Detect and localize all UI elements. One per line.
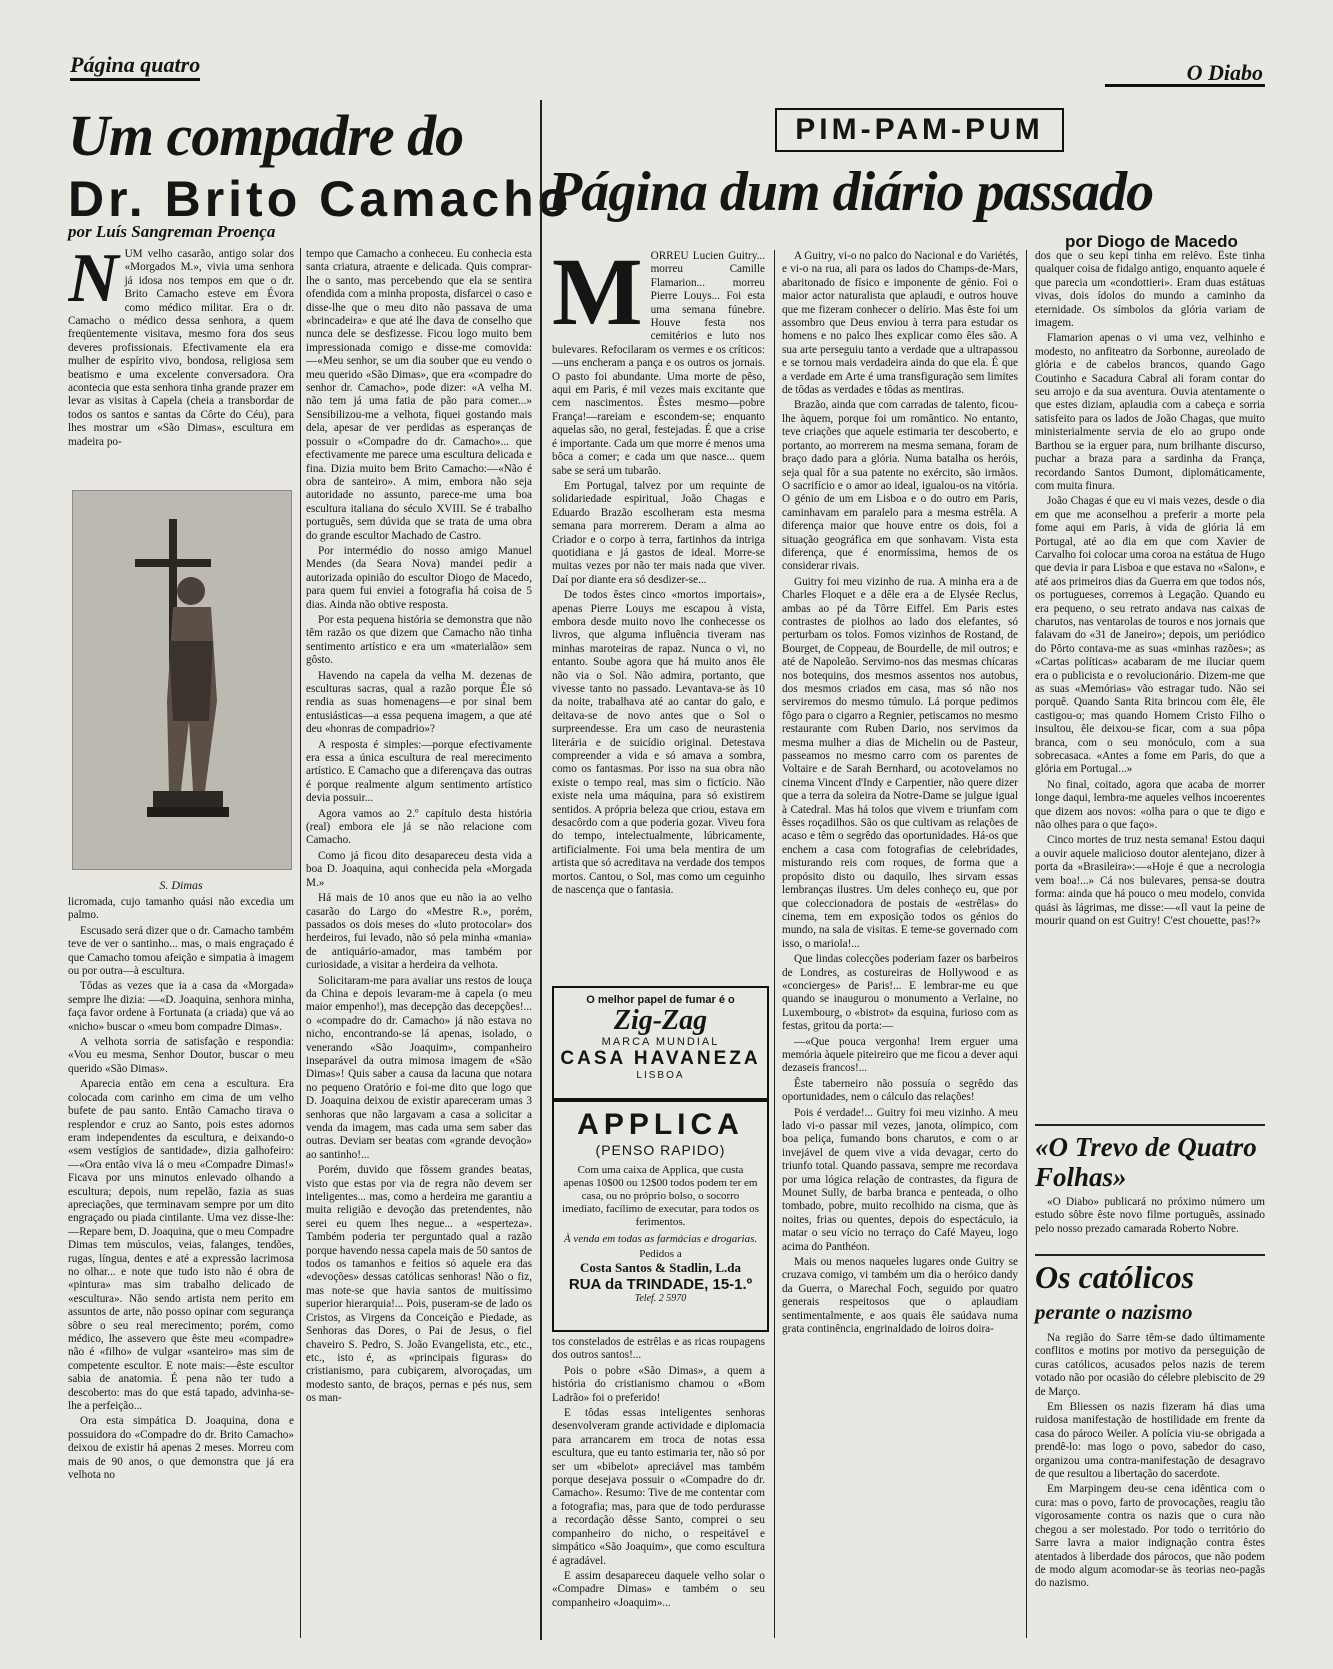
article1-col1-p7: Ora esta simpática D. Joaquina, dona e possuidora do «Compadre do dr. Brito Camacho» deixou de existir há apenas 2 meses. Morreu com mais de 90 anos, o que demonstra que já era velhota no: [68, 1415, 294, 1482]
catolicos-title: Os católicos: [1035, 1259, 1195, 1295]
section-title-box: PIM-PAM-PUM: [775, 108, 1064, 152]
applica-sale: À venda em todas as farmácias e drogarias.: [563, 1233, 758, 1245]
article2-byline: por Diogo de Macedo: [1065, 232, 1238, 251]
article2-col5-p3: João Chagas é que eu vi mais vezes, desde o dia em que me aconselhou a preferir a morte pela fome aqui em Paris, à vida de glória lá em Portugal, até ao dia em que com Xavier de Carvalho foi colocar uma coroa na estátua de Hugo que devia ir para Lisboa e que estava no «Salon», e até aos primeiros dias da Guerra em que todos nós, os portugueses, corremos à Legação. Quando eu era pequeno, o seu retrato andava nas caixas de charutos, nas ventarolas de touros e nos jornais que falavam do «31 de Janeiro»; depois, um periódico do Pôrto contava-me as suas «minhas razões»; as «Cartas políticas» acabaram de me iluciar quem era o publicista e o revolucionário. Dizem-me que as suas «Memórias» vão estragar tudo. Não sei porquê. Quando Santa Rita brincou com êle, êle castigou-o; mas quando Homem Cristo Filho o insultou, êle deixou-se ficar, com a sua pôpa branca, com o seu monóculo, com a sua sobrecasaca. «Antes a fome em Paris, do que a glória em Portugal...»: [1035, 495, 1265, 776]
article1-col2-p4: Havendo na capela da velha M. dezenas de esculturas sacras, qual a razão porque Êle só rendia as suas homenagens—e por sinal bem entusiásticas—a essa pequena imagem, a que até deu «honras de compadrio»?: [306, 669, 532, 736]
article2-col4-p2: Brazão, ainda que com carradas de talento, ficou-lhe àquem, porque foi um romântico. No entanto, teve criações que aquele estimaria ter descoberto, e portanto, ao morrerem na mesma semana, foram de braço dado para a glória. Numa batalha os heróis, seja qual fôr a sua patente no exército, são irmãos. O sacrifício e o amor ao ideal, igualou-os na vitória. O génio de um em Lisboa e o do outro em Paris, caminhavam em paralelo para a mesma estrêla. A diferença maior que houve entre os dois, foi a situação geográfica em que sonhavam. Vista esta diferença, que é enormíssima, hemos de os considerar rivais.: [782, 399, 1018, 573]
article1-col1-p2: licromada, cujo tamanho quási não excedia um palmo.: [68, 896, 294, 922]
article1-col2-p10: Porém, duvido que fôssem grandes beatas, visto que estas por via de regra não devem ser inteligentes... mas, como a herdeira me garantiu a muita religião e devoção das pretendentes, não serei eu quem lhes negue... a «esperteza». Também poderia ter perguntado qual a razão porque havendo nessa capela mais de 50 santos de todos os tamanhos e feitios só aquele era das «devoções» dessas católicas senhoras! Não o fiz, mas note-se que havia santos de muitíssimo superior hierarquia!... Pois, puseram-se de lado os Cristos, as Virgens da Conceição e Piedade, as Senhoras das Dores, o Pai de Jesus, o fiel chaveiro S. Pedro, S. João Evangelista, etc., etc., etc., isto é, as «principais figuras» do cristianismo, para cubiçarem, alvoroçadas, um modesto santo, de braços, pernas e pés nus, sem os man-: [306, 1164, 532, 1405]
applica-phone: Telef. 2 5970: [634, 1293, 687, 1304]
applica-body: Com uma caixa de Applica, que custa apenas 10$00 ou 12$00 todos podem ter em casa, ou no próprio bolso, o socorro imediato, facílimo de executar, para todos os ferimentos.: [562, 1164, 759, 1228]
zigzag-ad-line4: LISBOA: [636, 1070, 685, 1081]
catolicos-p2: Em Bliessen os nazis fizeram há dias uma ruidosa manifestação de hostilidade em frente da casa do pároco Weiler. A polícia viu-se obrigada a prendê-lo: mas logo o povo, sabedor do caso, organizou uma contra-manifestação de desagravo de que resultou a libertação do sacerdote.: [1035, 1401, 1265, 1481]
article1-col2-p5: A resposta é simples:—porque efectivamente era essa a única escultura de real merecimento artístico. E Camacho que a diferençava das outras é porque realmente algum sentimento artístico devia possuir...: [306, 738, 532, 805]
article2-title: Página dum diário passado: [548, 161, 1154, 223]
trevo-body-wrap: [1035, 1196, 1265, 1252]
applica-subtitle: (PENSO RAPIDO): [595, 1142, 726, 1158]
article2-col4-p5: —«Que pouca vergonha! Irem erguer uma memória àquele piteireiro que me ficou a dever aqui dezaseis francos!...: [782, 1035, 1018, 1075]
catolicos-p1: Na região do Sarre têm-se dado últimamente conflitos e motins por motivo da perseguição de curas católicos, acusados pelos nazis de terem votado não por ocasião do célebre plebiscito de 29 de Março.: [1035, 1332, 1265, 1398]
article1-col2-p2: Por intermédio do nosso amigo Manuel Mendes (da Seara Nova) mandei pedir a autorizada opinião do escultor Diogo de Macedo, para quem fui enviei a fotografia há coisa de 5 dias. Ainda não obtive resposta.: [306, 544, 532, 611]
article2-col3-top: [552, 250, 765, 978]
article2-col3-p6: E tôdas essas inteligentes senhoras desenvolveram grande actividade e diplomacia para arrancarem em troca de notas essa escultura, que eu tanto estimaria ter, não só por ser um «bibelot» apreciável mas também porque desejava possuir o «Compadre do dr. Camacho». Resumo: Tive de me contentar com a fotografia; mas, para que de todo perdurasse a recordação dêsse Santo, comprei o seu companheiro do nicho, o respeitável e simpático «São Joaquim», que como escultura é agradável.: [552, 1407, 765, 1567]
article2-col3-p3: De todos êstes cinco «mortos importais», apenas Pierre Louys me escapou à vista, embora desde muito novo lhe conhecesse os livros, que alguma influência tiveram nas minhas maroteiras de rapaz. Nunca o vi, no entanto. Soube agora que há muito anos êle não via o Sol. Não admira, portanto, que vivesse tanto no passado. Levantava-se às 10 da noite, trabalhava até ao cantar do galo, e deitava-se de novo antes que o Sol o surpreendesse. Era um caso de neurastenia literária e de suicídio original. Detestava compreender a vida e só amava a sombra, como os fantasmas. Por isso na sua obra não existe o tempo real, mas sim o fictício. Não existe nela uma máquina, para só existirem sentidos. A própria beleza que criou, estava em desacôrdo com a que poderia gozar. Viveu fora do tempo, intelectualmente, lúbricamente, artificialmente. Foi uma bela mentira de um artista que só acreditava na verdade dos tempos mortos. Cantou, o Sol, mas como um ceguinho de nascença que o fantasia.: [552, 589, 765, 897]
article2-col5-p5: Cinco mortes de truz nesta semana! Estou daqui a ouvir aquele malicioso doutor alentejano, dizer à porta da «Brasileira»:—«Hoje é que a necrologia vem boa!...» Cá nos bulevares, pensa-se doutra forma: ainda que há pouco o meu modelo, convida quási às lágrimas, me disse:—«Il vaut la peine de mourir quand on est Guitry! C'est chouette, pas!?»: [1035, 834, 1265, 927]
article1-continuation: [552, 1336, 765, 1636]
article2-dropcap: M: [552, 250, 643, 345]
sao-dimas-photo: [72, 490, 292, 870]
column-separator: [300, 248, 301, 1638]
photo-caption: S. Dimas: [159, 878, 203, 892]
article2-col5: [1035, 250, 1265, 1120]
article2-col3-p7: E assim desapareceu daquele velho solar o «Compadre Dimas» e também o seu companheiro «Joaquim»...: [552, 1569, 765, 1609]
catolicos-rule: [1035, 1254, 1265, 1256]
article1-col2-p8: Há mais de 10 anos que eu não ia ao velho casarão do Largo do «Mestre R.», porém, passados os dois meses do «luto protocolar» dos herdeiros, fui levado, não só pela minha «mania» de antiquário-amador, mas também por curiosidade, a visitar a herdeira da velhota.: [306, 892, 532, 972]
zigzag-ad-line3: CASA HAVANEZA: [560, 1048, 761, 1069]
article2-col4-p4: Que lindas colecções poderiam fazer os barbeiros de Londres, as costureiras de Hollywood e as «concierges» de Paris!... E lembrar-me eu que quando se inaugurou o monumento a Verlaine, no Luxembourg, o «bistrot» da esquina, furioso com as festas, gritou da porta:—: [782, 953, 1018, 1033]
article2-col3-p2: Em Portugal, talvez por um requinte de solidariedade espiritual, João Chagas e Eduardo Brazão escolheram esta mesma semana para morrerem. Deram a alma ao Criador e o corpo à terra, fartinhos da intriga quotidiana e já gastos de ideal. Morre-se muitas vezes por não ter mais nada que viver. Daí por diante era só desdizer-se...: [552, 479, 765, 586]
statue-illustration: [73, 491, 291, 869]
article1-col1-p4: Tôdas as vezes que ia a casa da «Morgada» sempre lhe dizia: —«D. Joaquina, senhora minha, faça favor ordene à Fortunata (a criada) que vá ao «nicho» buscar o «meu bom compadre Dimas».: [68, 980, 294, 1033]
paper-name: O Diabo: [1186, 60, 1263, 85]
article1-col1-p6: Aparecia então em cena a escultura. Era colocada com carinho em cima de um velho bufete de pau santo. Então Camacho tirava o resplendor e cruz ao Santo, pois estes adornos eram independentes da escultura, e deixando-o «sem vestígios de santidade», dizia galhofeiro: —«Ora então viva lá o meu «Compadre Dimas!» Ficava por uns minutos enlevado olhando a escultura; depois, num repelão, fazia as suas apreciações, que terminavam sempre por um dito engraçado ou piada cintilante. Uma vez disse-lhe:—Repare bem, D. Joaquina, que o meu Compadre Dimas tem músculos, veias, falanges, tendões, rugas, língua, dentes e até a expressão lacrimosa no olhar... e note que tudo isto não é obra de «pintura» mas sim trabalho delicado de «escultura». Não sendo artista nem perito em assuntos de arte, não posso opinar com segurança sôbre o seu real merecimento; porém, como médico, lhe assevero que êste meu «compadre» não é «filho» de vulgar «santeiro» mas sim de competente escultor. E note mais:—êste escultor sabia de anatomia. É pena não ter tudo a descoberto: mas do que está tapado, advinha-se-lhe a perfeição...: [68, 1078, 294, 1413]
article1-byline: por Luís Sangreman Proença: [68, 222, 276, 241]
article1-col2-p6: Agora vamos ao 2.º capítulo desta história (real) embora ele já se não relacione com Camacho.: [306, 807, 532, 847]
article2-col4-p1: A Guitry, vi-o no palco do Nacional e do Variétés, e vi-o na rua, ali para os lados do Champs-de-Mars, abaritonado de físico e imponente de génio. Foi o maior actor naturalista que aplaudi, e outros houve que me fizeram conhecer o delírio. Mas êste foi um assombro que Deus enviou à terra para estudar os homens e no palco lhes explicar como êles são. A sua arte perseguiu tanto a verdade que a ultrapassou e se tornou mais verdadeira ainda do que ela. É que a verdade em Arte é uma transfiguração sem limites de tôdas as verdades e tôdas as mentiras.: [782, 250, 1018, 397]
zigzag-ad-line1: O melhor papel de fumar é o: [586, 994, 735, 1006]
article1-col2-p3: Por esta pequena história se demonstra que não têm razão os que dizem que Camacho não tinha sentimento artístico e era um «materialão» sem gôsto.: [306, 613, 532, 667]
catolicos-body: [1035, 1332, 1265, 1638]
article1-title-line2: Dr. Brito Camacho: [68, 171, 573, 227]
catolicos-p3: Em Marpingem deu-se cena idêntica com o cura: mas o povo, farto de provocações, reagiu tão vigorosamente contra os nazis que o cura não chegou a ser molestado. Por todo o território do Sarre lavra a maior indignação contra êstes atentados à liberdade dos párocos, que não podem de modo algum acomodar-se às teorias neo-pagãs do nazismo.: [1035, 1483, 1265, 1590]
article2-col3-p5: Pois o pobre «São Dimas», a quem a história do cristianismo chamou o «Bom Ladrão» foi o preferido!: [552, 1364, 765, 1404]
article1-col2-p9: Solicitaram-me para avaliar uns restos de louça da China e depois levaram-me à capela (o meu maior empenho!), mas decepção das decepções!... o «compadre do dr. Camacho» já não estava no nicho, encontrando-se lá apenas, isolado, o venerando «São Joaquim», companheiro inseparável da outra mimosa imagem de «São Dimas»! Quis saber a causa da lacuna que notara no pequeno Oratório e foi-me dito que logo que D. Joaquina deixou de existir apareceram umas 3 senhoras que não largavam a casa a solicitar a venda da imagem, mas cada uma sem saber das outras. Deviam ser beatas com «grande devoção» ao santinho!...: [306, 974, 532, 1161]
article2-col3-p1: MORREU Lucien Guitry... morreu Camille Flamarion... morreu Pierre Louys... Foi esta uma semana fúnebre. Houve festa nos cemitérios e luto nos bulevares. Refocilaram os vermes e os críticos:—uns encheram a pança e os outros os jornais. O pasto foi abundante. Uma morte de pêso, aqui em Paris, é mil vezes mais excitante que cem nascimentos. Êstes mesmo—pobre França!—rareiam e escondem-se; enquanto aquelas são, no geral, festejadas. É que a crise é importante. Cada um que morre é menos uma bôca a comer; e cada um que nasce... quem sabe se será um tubarão.: [552, 250, 765, 477]
article1-col1-bottom: [68, 896, 294, 1636]
article1-col1-top: [68, 248, 294, 488]
column-separator: [1026, 250, 1027, 1638]
page-label: Página quatro: [70, 52, 200, 81]
applica-orders: Pedidos a: [639, 1248, 682, 1260]
article2-col5-p4: No final, coitado, agora que acaba de morrer longe daqui, lembra-me aqueles velhos incoerentes que dizem aos novos: «olha para o que te digo e não olhes para o que faço».: [1035, 778, 1265, 832]
article1-col2-p1: tempo que Camacho a conheceu. Eu conhecia esta santa criatura, atraente e delicada. Quis comprar-lhe o santo, mas percebendo que ela se sentira ofendida com a minha proposta, disfarcei o caso e disse-lhe que o meu dito não passava de uma «brincadeira» e que até lhe dava de conselho que nunca dele se desfizesse. Ficou logo muito bem impressionada comigo e disse-me comovida:—«Meu senhor, se um dia souber que eu vendo o meu querido «São Dimas», que era «compadre do senhor dr. Camacho», pode dizer: «A velha M. não tem já uma fatia de pão para comer...» Sensibilizou-me a velhota, fiquei gostando mais dela, apesar de ver perdidas as esperanças de possuir o «Compadre do dr. Camacho»... que efectivamente me parece uma escultura delicada e fina. Dizia muito bem Brito Camacho:—«Não é obra de santeiro». A mim, embora não seja autoridade no assunto, parece-me uma boa escultura italiana do século XVIII. Se é trabalho português, sem dúvida que se trata de uma obra do grande escultor Machado de Castro.: [306, 248, 532, 542]
article2-col4-p7: Pois é verdade!... Guitry foi meu vizinho. A meu lado vi-o passar mil vezes, janota, olímpico, com boa peliça, fumando bons charutos, e com o ar invejável de quem vive a vida devagar, certo do triunfo total. Quando passava, sempre me recordava por uma lógica relação de contrastes, da figura de Mounet Sully, de barba branca e penteada, o olho tombado, pobre, muito recolhido na cisma, que às noites, frias ou quentes, depois do espectáculo, ia matar o seu vício no terraço do Café Mayeu, logo acima do Panthéon.: [782, 1106, 1018, 1253]
article2-col5-p1: dos que o seu kepi tinha em relêvo. Êste tinha qualquer coisa de fidalgo antigo, enquanto aquele é que parecia um «condottieri». Eram duas estátuas vivas, dois ídolos do mundo a caminho da eternidade. Os símbolos da glória variam de imagem.: [1035, 250, 1265, 330]
article2-col4-p6: Êste taberneiro não possuía o segrêdo das oportunidades, nem o cálculo das relações!: [782, 1077, 1018, 1104]
article2-col4: [782, 250, 1018, 1638]
article-separator: [540, 100, 542, 1640]
article2-col5-p2: Flamarion apenas o vi uma vez, velhinho e modesto, no anfiteatro da Sorbonne, aureolado de glória e de cabelos brancos, quando Gago Coutinho e Sacadura Cabral ali foram contar do seu arrojo e da sua aventura. Ouvia atentamente o que estes diziam, aplaudia com a cabeça e sorria satisfeito para os lados de João Chagas, que muito ministerialmente servia de elo ao grupo onde Barthou se ia erguer para, num brilhante discurso, puchar a braza para a sardinha da França, recordando Santos Dumont, diplomáticamente, com muita finura.: [1035, 332, 1265, 492]
article1-title-line1: Um compadre do: [68, 103, 464, 168]
article1-col2-p7: Como já ficou dito desapareceu desta vida a boa D. Joaquina, aqui conhecida pela «Morgada M.»: [306, 849, 532, 889]
applica-address: RUA da TRINDADE, 15-1.º: [568, 1276, 753, 1293]
applica-company: Costa Santos & Stadlin, L.da: [579, 1260, 742, 1275]
article1-dropcap: N: [68, 248, 119, 317]
article1-col1-p1: NUM velho casarão, antigo solar dos «Morgados M.», vivia uma senhora já idosa nos tempos em que o dr. Brito Camacho esteve em Évora como médico militar. Era o dr. Camacho o médico dessa senhora, a quem freqüentemente visitava, mesmo fora dos seus deveres profissionais. Efectivamente ela era mulher de espírito vivo, bondosa, religiosa sem beatismo e uma excelente conversadora. Ora acontecia que esta senhora tinha grande prazer em levar as visitas à Capela (cheia a transbordar de todos os santos e santas da Côrte do Céu), para lhes mostrar um «São Dimas», escultura em madeira po-: [68, 248, 294, 448]
trevo-title: «O Trevo de Quatro Folhas»: [1035, 1132, 1257, 1192]
article2-col4-p8: Mais ou menos naqueles lugares onde Guitry se cruzava comigo, vi também um dia o heróico dandy da Guerra, o Marechal Foch, seguido por quatro generais respeitosos que o aplaudiam sentimentalmente, e aos quais êle saúdava numa grata continência, engrinaldado de loiros doira-: [782, 1256, 1018, 1336]
zigzag-brand: Zig-Zag: [613, 1005, 708, 1036]
article1-col1-p3: Escusado será dizer que o dr. Camacho também teve de ver o santinho... mas, o mais engraçado é que Camacho tomou afeição e simpatia à imagem ou por outra—à escultura.: [68, 924, 294, 978]
applica-brand: APPLICA: [577, 1108, 744, 1141]
zigzag-ad: [552, 986, 769, 1100]
column-separator: [774, 250, 775, 1638]
article1-col1-p5: A velhota sorria de satisfação e respondia: «Vou eu mesma, Senhor Doutor, buscar o meu querido «São Dimas».: [68, 1036, 294, 1075]
header-rule: [1105, 84, 1265, 87]
article2-col3-p4: tos constelados de estrêlas e as ricas roupagens dos outros santos!...: [552, 1336, 765, 1362]
zigzag-ad-line2: MARCA MUNDIAL: [601, 1036, 720, 1048]
trevo-rule: [1035, 1124, 1265, 1126]
applica-ad: [552, 1100, 769, 1332]
catolicos-subtitle: perante o nazismo: [1035, 1300, 1193, 1324]
article1-col2: [306, 248, 532, 1638]
trevo-body: «O Diabo» publicará no próximo número um estudo sôbre êste novo filme português, assinado pelo nosso prezado camarada Roberto Nobre.: [1035, 1196, 1265, 1235]
article2-col4-p3: Guitry foi meu vizinho de rua. A minha era a de Charles Floquet e a dêle era a de Elysée Reclus, ambas ao pé da Tôrre Eiffel. Em Paris estes contrastes de piolhos ao lado dos elefantes, só perturbam os tolos. Fomos vizinhos de Rostand, de Bourget, de Coppeau, de Bourdelle, de mil outros; e até de Napoleão. Servimo-nos das mesmas chícaras nos botequins, dos mesmos assentos nos autobus, dos mesmos criados em casa, mas só não nos serviremos do mesmo túmulo. Lá porque pedimos fôgo para o cigarro a Regnier, petiscamos no mesmo restaurante com Ruben Dario, nos servimos da mesma mulher a dias de Michelin ou de Pasteur, passeamos no mesmo carro com os parentes de Voltaire e de Sarah Bernhard, ou acotovelamos no cinema Vincent d'Indy e Carpentier, não quere dizer que a terra da soleira da Notre-Dame se julgue igual à Catedral. Mas há tolos que vivem e triunfam com êsses roçadilhos. São os que cultivam as relações de acaso e têm o segrêdo das oportunidades. Há-os que enchem a casa com fotografias de celebridades, misturando reis com roques, de forma que a propósito disto ou daquilo, lhes sirvam essas lembranças ilustres. Um deles conheço eu, que por que coleccionadora de postais de «estrêlas» do cinema, tem em exposição todos os génios do mundo, na sala de visitas. E teme-se governado com isso, o mariola!...: [782, 575, 1018, 950]
